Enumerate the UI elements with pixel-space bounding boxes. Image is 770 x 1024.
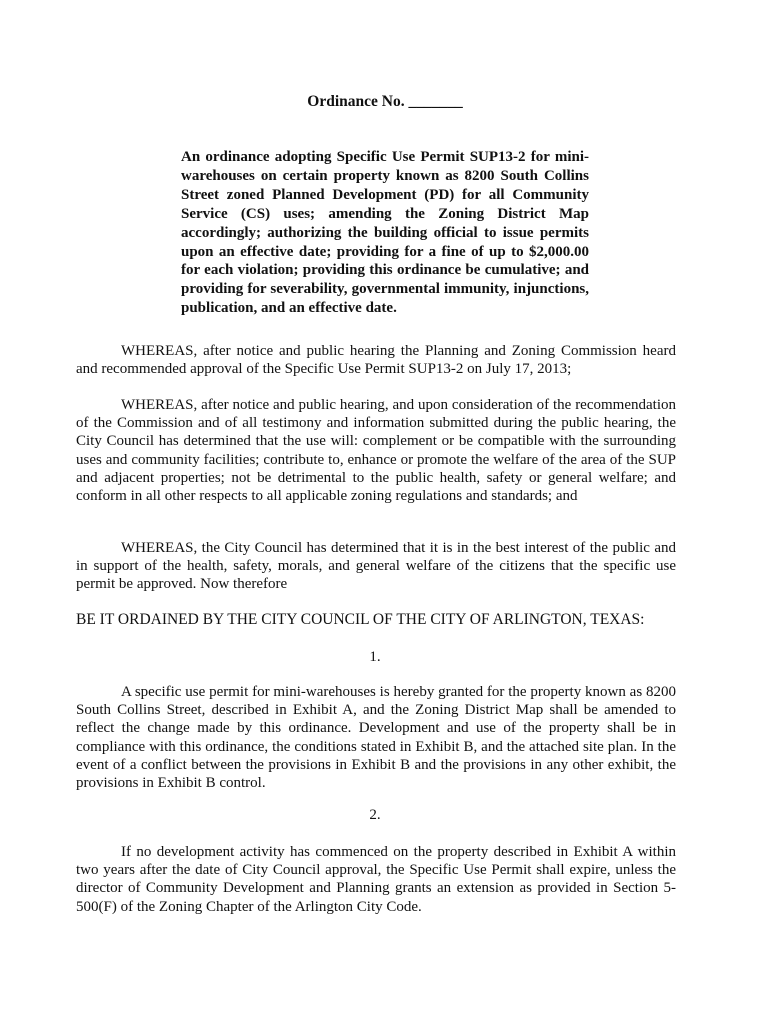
ordained-clause: BE IT ORDAINED BY THE CITY COUNCIL OF THE CITY OF ARLINGTON, TEXAS: [76, 611, 645, 628]
ordinance-title: Ordinance No. _______ [307, 93, 463, 110]
section-2-paragraph: If no development activity has commenced on the property described in Exhibit A within two years after the date of City Council approval, the Specific Use Permit shall expire, unless the director of Community Development and Planning grants an extension as provided in Section 5-500(F) of the Zoning Chapter of the Arlington City Code. [76, 844, 676, 915]
section-1-number: 1. [369, 649, 381, 665]
whereas-paragraph-1: WHEREAS, after notice and public hearing the Planning and Zoning Commission heard and recommended approval of the Specific Use Permit SUP13-2 on July 17, 2013; [76, 343, 676, 378]
section-1-paragraph: A specific use permit for mini-warehouses is hereby granted for the property known as 8200 South Collins Street, described in Exhibit A, and the Zoning District Map shall be amended to reflect the change made by this ordinance. Development and use of the property shall be in compliance with this ordinance, the conditions stated in Exhibit B, and the attached site plan. In the event of a conflict between the provisions in Exhibit B and the provisions in any other exhibit, the provisions in Exhibit B control. [76, 684, 676, 792]
whereas-paragraph-2: WHEREAS, after notice and public hearing, and upon consideration of the recommendation of the Commission and of all testimony and information submitted during the public hearing, the City Council has determined that the use will: complement or be compatible with the surrounding uses and community facilities; contribute to, enhance or promote the welfare of the area of the SUP and adjacent properties; not be detrimental to the public health, safety or general welfare; and conform in all other respects to all applicable zoning regulations and standards; and [76, 397, 676, 505]
ordinance-summary: An ordinance adopting Specific Use Permit SUP13-2 for mini-warehouses on certain property known as 8200 South Collins Street zoned Planned Development (PD) for all Community Service (CS) uses; amending the Zoning District Map accordingly; authorizing the building official to issue permits upon an effective date; providing for a fine of up to $2,000.00 for each violation; providing this ordinance be cumulative; and providing for severability, governmental immunity, injunctions, publication, and an effective date. [181, 149, 589, 317]
whereas-paragraph-3: WHEREAS, the City Council has determined that it is in the best interest of the public and in support of the health, safety, morals, and general welfare of the citizens that the specific use permit be approved. Now therefore [76, 540, 676, 593]
section-2-number: 2. [369, 807, 381, 823]
